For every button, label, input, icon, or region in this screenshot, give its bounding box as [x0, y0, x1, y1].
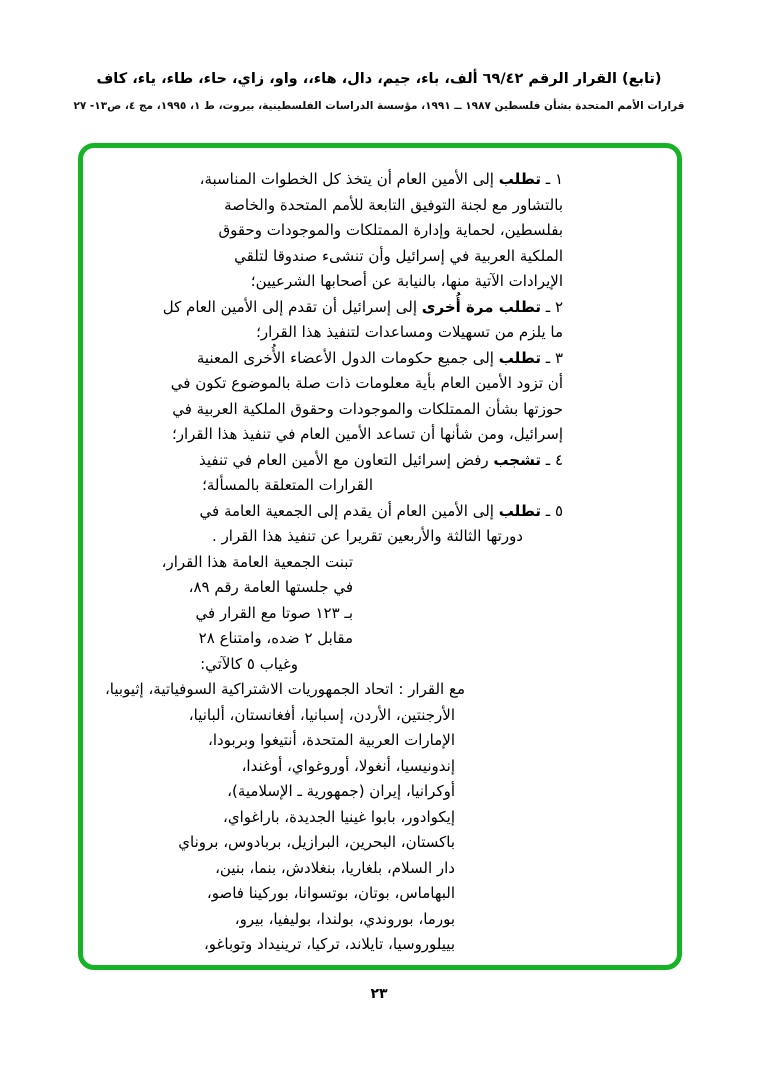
text-segment: بالتشاور مع لجنة التوفيق التابعة للأمم المتحدة والخاصة: [224, 195, 563, 214]
text-segment: رفض إسرائيل التعاون مع الأمين العام في تنفيذ: [198, 450, 494, 469]
text-line: [112, 244, 563, 270]
text-segment: الإيرادات الآتية منها، بالنيابة عن أصحابها الشرعيين؛: [250, 272, 563, 290]
text-line: [112, 193, 563, 219]
text-line: [112, 295, 563, 321]
text-line: [112, 346, 563, 372]
text-line: [112, 626, 353, 652]
text-segment: إندونيسيا، أنغولا، أوروغواي، أوغندا،: [241, 756, 455, 775]
document-header-citation: قرارات الأمم المتحدة بشأن فلسطين ١٩٨٧ ــ ١٩٩١، مؤسسة الدراسات الفلسطينية، بيروت، ط ١، ١٩٩٥، مج ٤، ص١٣- ٢٧: [73, 100, 685, 112]
bold-text-segment: تطلب: [498, 170, 541, 188]
text-line: [112, 779, 455, 805]
resolution-text-column: [104, 167, 563, 958]
text-line: [112, 371, 563, 397]
text-segment: ١ ـ: [541, 170, 563, 188]
text-line: [112, 499, 563, 525]
text-line: [112, 575, 353, 601]
text-line: [112, 473, 373, 499]
text-segment: ٤ ـ: [541, 450, 563, 469]
text-segment: حوزتها بشأن الممتلكات والموجودات وحقوق الملكية العربية في: [172, 399, 563, 418]
text-line: [112, 269, 563, 295]
text-segment: مقابل ٢ ضده، وامتناع ٢٨: [198, 629, 353, 647]
text-line: [112, 754, 455, 780]
bold-text-segment: تطلب: [498, 501, 541, 520]
bold-text-segment: تشجب: [493, 450, 541, 469]
document-header-title: (تابع) القرار الرقم ٦٩/٤٢ ألف، باء، جيم، دال، هاء،، واو، زاي، حاء، طاء، ياء، كاف: [96, 71, 662, 87]
text-segment: الملكية العربية في إسرائيل وأن تنشىء صندوقا لتلقي: [234, 246, 563, 265]
text-line: [112, 830, 455, 856]
text-line: [104, 677, 465, 703]
text-segment: دورتها الثالثة والأربعين تقريرا عن تنفيذ هذا القرار .: [212, 527, 523, 545]
text-segment: إسرائيل، ومن شأنها أن تساعد الأمين العام في تنفيذ هذا القرار؛: [171, 425, 563, 443]
text-line: [112, 728, 455, 754]
text-segment: بـ ١٢٣ صوتا مع القرار في: [195, 603, 353, 622]
text-segment: إلى الأمين العام أن يتخذ كل الخطوات المناسبة،: [199, 170, 499, 188]
bold-text-segment: تطلب: [498, 348, 541, 367]
text-line: [112, 881, 455, 907]
text-segment: ٣ ـ: [541, 348, 563, 367]
text-segment: وغياب ٥ كالآتي:: [200, 654, 298, 673]
text-segment: إلى إسرائيل أن تقدم إلى الأمين العام كل: [162, 297, 422, 316]
text-segment: الإمارات العربية المتحدة، أنتيغوا وبربودا،: [208, 731, 455, 749]
text-segment: الأرجنتين، الأردن، إسبانيا، أفغانستان، ألبانيا،: [188, 705, 455, 724]
text-segment: ٢ ـ: [541, 297, 563, 316]
text-segment: البهاماس، بوتان، بوتسوانا، بوركينا فاصو،: [206, 884, 455, 902]
text-line: [112, 218, 563, 244]
text-segment: إلى جميع حكومات الدول الأعضاء الأُخرى المعنية: [196, 348, 499, 367]
text-segment: ٥ ـ: [541, 501, 563, 520]
page-number: ٢٣: [370, 986, 388, 1002]
text-segment: إلى الأمين العام أن يقدم إلى الجمعية العامة في: [199, 501, 499, 520]
text-segment: باكستان، البحرين، البرازيل، بربادوس، بروناي: [178, 833, 455, 851]
text-line: [112, 907, 455, 933]
text-line: [112, 320, 563, 346]
text-line: [112, 805, 455, 831]
text-line: [112, 448, 563, 474]
text-line: [112, 932, 455, 958]
text-line: [112, 167, 563, 193]
text-line: [112, 550, 353, 576]
text-segment: بفلسطين، لحماية وإدارة الممتلكات والموجودات وحقوق: [218, 221, 563, 239]
bold-text-segment: تطلب مرة أُخرى: [421, 297, 541, 316]
text-line: [112, 397, 563, 423]
text-segment: تبنت الجمعية العامة هذا القرار،: [161, 552, 353, 571]
text-line: [112, 422, 563, 448]
text-line: [112, 703, 455, 729]
text-segment: القرارات المتعلقة بالمسألة؛: [202, 476, 373, 494]
text-segment: دار السلام، بلغاريا، بنغلادش، بنما، بنين،: [215, 858, 455, 877]
text-segment: أن تزود الأمين العام بأية معلومات ذات صلة بالموضوع تكون في: [170, 374, 563, 392]
text-segment: مع القرار : اتحاد الجمهوريات الاشتراكية السوفياتية، إثيوبيا،: [104, 680, 465, 698]
text-line: [112, 856, 455, 882]
text-segment: ما يلزم من تسهيلات ومساعدات لتنفيذ هذا القرار؛: [256, 323, 563, 341]
text-segment: بييلوروسيا، تايلاند، تركيا، ترينيداد وتوباغو،: [203, 935, 455, 953]
text-segment: في جلستها العامة رقم ٨٩،: [188, 578, 353, 596]
text-line: [112, 524, 523, 550]
text-segment: بورما، بوروندي، بولندا، بوليفيا، بيرو،: [234, 909, 455, 928]
text-segment: إيكوادور، بابوا غينيا الجديدة، باراغواي،: [223, 807, 455, 826]
text-segment: أوكرانيا، إيران (جمهورية ـ الإسلامية)،: [227, 782, 455, 800]
text-line: [112, 601, 353, 627]
text-line: [112, 652, 298, 678]
